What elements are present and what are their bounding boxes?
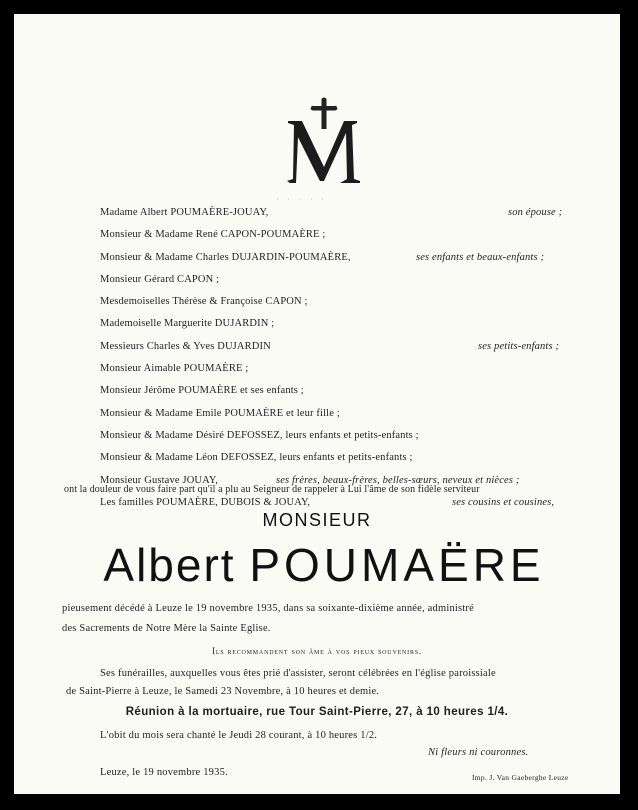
printer-credit: Imp. J. Van Gaeberghe Leuze bbox=[472, 773, 569, 782]
sacraments-line: des Sacrements de Notre Mère la Sainte Eglise. bbox=[62, 623, 271, 634]
family-row bbox=[14, 383, 620, 405]
funeral-date-line: de Saint-Pierre à Leuze, le Samedi 23 Novembre, à 10 heures et demie. bbox=[66, 686, 380, 697]
family-row bbox=[14, 250, 620, 272]
family-relation: ses cousins et cousines, bbox=[452, 496, 555, 508]
family-name: Monsieur & Madame Emile POUMAÈRE et leur fille ; bbox=[100, 407, 340, 419]
family-row bbox=[14, 339, 620, 361]
family-name: Mademoiselle Marguerite DUJARDIN ; bbox=[100, 318, 275, 330]
family-name: Monsieur & Madame Léon DEFOSSEZ, leurs enfants et petits-enfants ; bbox=[100, 452, 413, 464]
family-relation: ses petits-enfants ; bbox=[478, 340, 560, 352]
family-row bbox=[14, 406, 620, 428]
funeral-notice-card bbox=[14, 14, 620, 794]
family-name: Les familles POUMAÈRE, DUBOIS & JOUAY, bbox=[100, 496, 311, 508]
family-row bbox=[14, 294, 620, 316]
family-name: Monsieur & Madame Charles DUJARDIN-POUMAÈRE, bbox=[100, 251, 351, 263]
deceased-last-name: POUMAËRE bbox=[249, 539, 545, 591]
prayer-request-line: Ils recommandent son âme à vos pieux souvenirs. bbox=[212, 646, 422, 656]
faint-stamp: · · · · · bbox=[276, 194, 327, 204]
obit-line: L'obit du mois sera chanté le Jeudi 28 courant, à 10 heures 1/2. bbox=[100, 730, 378, 741]
family-row bbox=[14, 361, 620, 383]
family-name: Monsieur Gustave JOUAY, bbox=[100, 474, 219, 486]
monogram-m-with-cross-icon bbox=[284, 97, 364, 192]
death-notice-line: pieusement décédé à Leuze le 19 novembre 1935, dans sa soixante-dixième année, administré bbox=[62, 603, 474, 614]
family-row bbox=[14, 316, 620, 338]
family-row bbox=[14, 428, 620, 450]
funeral-line: Ses funérailles, auxquelles vous êtes prié d'assister, seront célébrées en l'église paroissiale bbox=[100, 668, 496, 679]
announcement-text: ont la douleur de vous faire part qu'il a plu au Seigneur de rappeler à Lui l'âme de son fidèle serviteur bbox=[64, 484, 480, 495]
family-name: Mesdemoiselles Thérèse & Françoise CAPON ; bbox=[100, 296, 308, 308]
family-relation: ses frères, beaux-frères, belles-sœurs, neveux et nièces ; bbox=[276, 474, 520, 486]
monogram bbox=[284, 97, 364, 192]
family-name: Monsieur Jérôme POUMAÈRE et ses enfants ; bbox=[100, 385, 304, 397]
family-name: Monsieur & Madame René CAPON-POUMAÈRE ; bbox=[100, 229, 326, 241]
honorific-title: MONSIEUR bbox=[262, 510, 372, 530]
no-flowers-line: Ni fleurs ni couronnes. bbox=[428, 747, 529, 758]
family-relation: ses enfants et beaux-enfants ; bbox=[416, 251, 545, 263]
family-row bbox=[14, 227, 620, 249]
family-name: Monsieur & Madame Désiré DEFOSSEZ, leurs enfants et petits-enfants ; bbox=[100, 429, 419, 441]
cross-icon bbox=[311, 98, 338, 130]
family-row bbox=[14, 450, 620, 472]
family-list bbox=[14, 205, 620, 517]
reunion-line: Réunion à la mortuaire, rue Tour Saint-Pierre, 27, à 10 heures 1/4. bbox=[125, 706, 509, 718]
family-row bbox=[14, 205, 620, 227]
family-name: Monsieur Gérard CAPON ; bbox=[100, 273, 220, 285]
letter-m-icon bbox=[287, 121, 360, 183]
family-name: Monsieur Aimable POUMAÈRE ; bbox=[100, 363, 249, 375]
deceased-name bbox=[84, 538, 564, 592]
family-row bbox=[14, 272, 620, 294]
family-name: Messieurs Charles & Yves DUJARDIN bbox=[100, 340, 271, 352]
family-relation: son épouse ; bbox=[508, 207, 563, 218]
deceased-first-name: Albert bbox=[103, 539, 236, 591]
family-name: Madame Albert POUMAÈRE-JOUAY, bbox=[100, 207, 269, 218]
place-date-line: Leuze, le 19 novembre 1935. bbox=[100, 767, 228, 778]
